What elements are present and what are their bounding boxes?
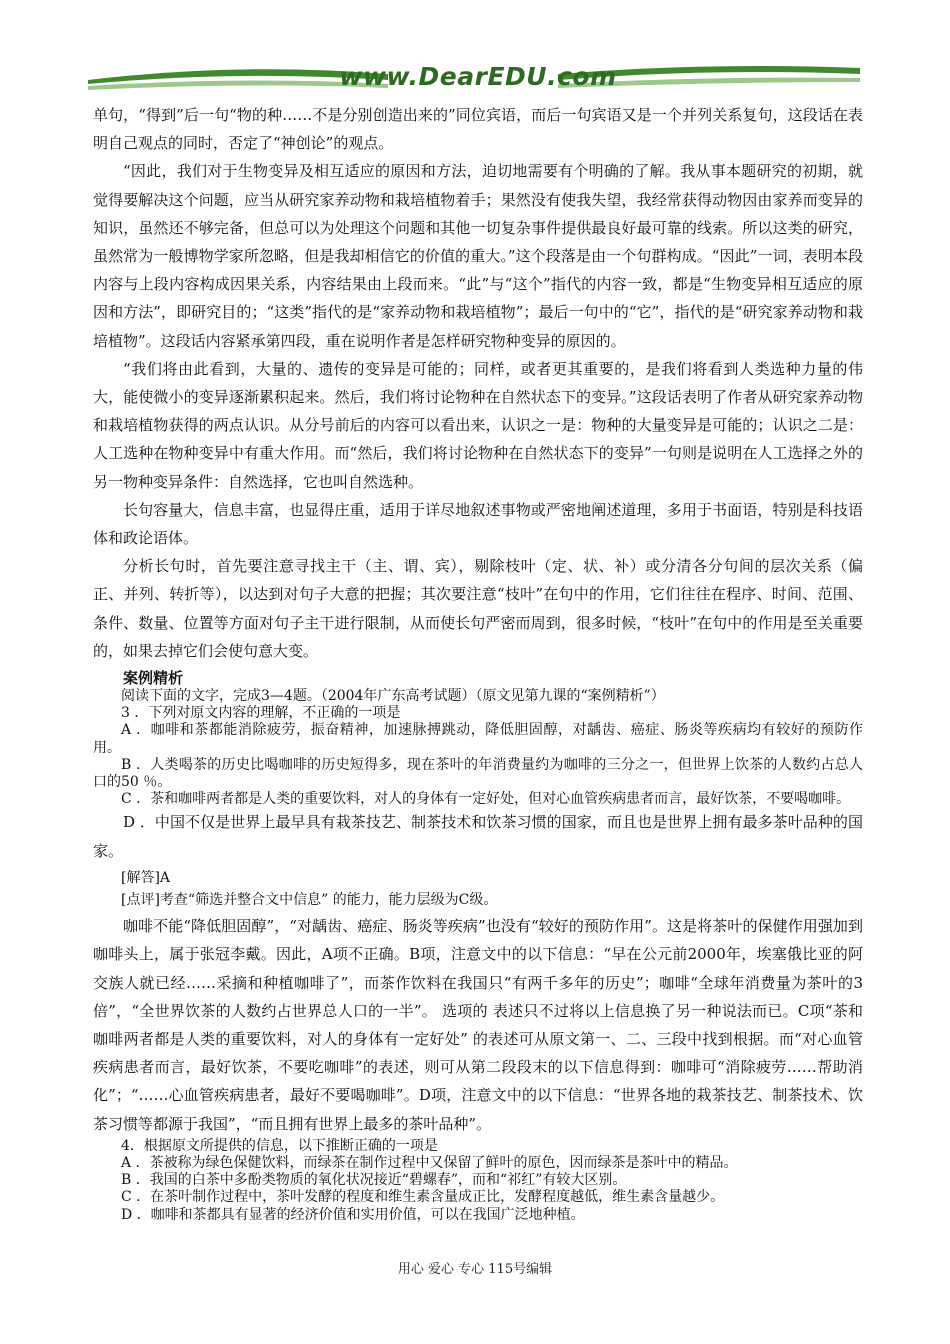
question-option: C ．在茶叶制作过程中，茶叶发酵的程度和维生素含量成正比，发酵程度越低，维生素含量越少。 bbox=[121, 1189, 725, 1206]
case-intro: 阅读下面的文字，完成3—4题。（2004年广东高考试题）（原文见第九课的“案例精析”） bbox=[121, 688, 665, 705]
question-stem: 3 ．下列对原文内容的理解，不正确的一项是 bbox=[121, 705, 401, 722]
body-paragraph: “我们将由此看到，大量的、遗传的变异是可能的；同样，或者更其重要的，是我们将看到人类选种力量的伟大，能使微小的变异逐渐累积起来。然后，我们将讨论物种在自然状态下的变异。”这段话表明了作者从研究家养动物和栽培植物获得的两点认识。从分号前后的内容可以看出来，认识之一是：物种的大量变异是可能的；认识之二是：人工选种在物种变异中有重大作用。而“然后，我们将讨论物种在自然状态下的变异”一句则是说明在人工选择之外的另一物种变异条件：自然选择，它也叫自然选种。 bbox=[93, 359, 863, 491]
question-option: B ．我国的白茶中多酚类物质的氧化状况接近“碧螺春”，而和“祁红”有较大区别。 bbox=[121, 1172, 627, 1189]
section-heading: 案例精析 bbox=[123, 669, 184, 688]
question-option: A ．茶被称为绿色保健饮料，而绿茶在制作过程中又保留了鲜叶的原色，因而绿茶是茶叶中的精品。 bbox=[121, 1154, 738, 1171]
question-stem: 4．根据原文所提供的信息，以下推断正确的一项是 bbox=[121, 1137, 438, 1154]
page-footer: 用心 爱心 专心 115号编辑 bbox=[397, 1262, 553, 1277]
analysis-paragraph: 咖啡不能“降低胆固醇”，“对龋齿、癌症、肠炎等疾病”也没有“较好的预防作用”。这是将茶叶的保健作用强加到咖啡头上，属于张冠李戴。因此，A项不正确。B项，注意文中的以下信息：“早在公元前2000年，埃塞俄比亚的阿交族人就已经……采摘和种植咖啡了”，而茶作饮料在我国只“有两千多年的历史”；咖啡“全球年消费量为茶叶的3倍”，“全世界饮茶的人数约占世界总人口的一半”。 选项的 表述只不过将以上信息换了另一种说法而已。C项“茶和咖啡两者都是人类的重要饮料，对人的身体有一定好处” 的表述可从原文第一、二、三段中找到根据。而“对心血管疾病患者而言，最好饮茶，不要吃咖啡”的表述，则可从第二段段末的以下信息得到：咖啡可“消除疲劳……帮助消化”；“……心血管疾病患者，最好不要喝咖啡”。D项，注意文中的以下信息：“世界各地的栽茶技艺、制茶技术、饮茶习惯等都源于我国”，“而且拥有世界上最多的茶叶品种”。 bbox=[93, 917, 863, 1133]
body-paragraph: 单句，“得到”后一句“物的种……不是分别创造出来的”同位宾语，而后一句宾语又是一个并列关系复句，这段话在表明自己观点的同时，否定了“神创论”的观点。 bbox=[93, 106, 863, 153]
question-option: B ．人类喝茶的历史比喝咖啡的历史短得多，现在茶叶的年消费量约为咖啡的三分之一，但世界上饮茶的人数约占总人口的50 ％。 bbox=[93, 756, 863, 791]
body-paragraph: “因此，我们对于生物变异及相互适应的原因和方法，迫切地需要有个明确的了解。我从事本题研究的初期，就觉得要解决这个问题，应当从研究家养动物和栽培植物着手；果然没有使我失望，我经常获得动物因由家养而变异的知识，虽然还不够完备，但总可以为处理这个问题和其他一切复杂事件提供最良好最可靠的线索。所以这类的研究，虽然常为一般博物学家所忽略，但是我却相信它的价值的重大。”这个段落是由一个句群构成。“因此”一词，表明本段内容与上段内容构成因果关系，内容结果由上段而来。“此”与“这个”指代的内容一致，都是“生物变异相互适应的原因和方法”，即研究目的；“这类”指代的是“家养动物和栽培植物”；最后一句中的“它”，指代的是“研究家养动物和栽培植物”。这段话内容紧承第四段，重在说明作者是怎样研究物种变异的原因的。 bbox=[93, 162, 863, 350]
comment-line: [点评]考查“筛选并整合文中信息” 的能力，能力层级为C级。 bbox=[121, 891, 498, 908]
question-option: D ．中国不仅是世界上最早具有栽茶技艺、制茶技术和饮茶习惯的国家，而且也是世界上拥有最多茶叶品种的国家。 bbox=[93, 813, 863, 860]
document-body bbox=[93, 101, 863, 1224]
question-option: C ．茶和咖啡两者都是人类的重要饮料，对人的身体有一定好处，但对心血管疾病患者而言，最好饮茶，不要喝咖啡。 bbox=[121, 791, 851, 808]
question-option: A ．咖啡和茶都能消除疲劳，振奋精神，加速脉搏跳动，降低胆固醇，对龋齿、癌症、肠炎等疾病均有较好的预防作用。 bbox=[93, 722, 863, 756]
site-header bbox=[88, 58, 860, 98]
question-option: D ．咖啡和茶都具有显著的经济价值和实用价值，可以在我国广泛地种植。 bbox=[121, 1206, 585, 1223]
answer-line: [解答]A bbox=[121, 869, 171, 886]
body-paragraph: 分析长句时，首先要注意寻找主干（主、谓、宾），剔除枝叶（定、状、补）或分清各分句间的层次关系（偏正、并列、转折等），以达到对句子大意的把握；其次要注意“枝叶”在句中的作用，它们往往在程序、时间、范围、条件、数量、位置等方面对句子主干进行限制，从而使长句严密而周到，很多时候，“枝叶”在句中的作用是至关重要的，如果去掉它们会使句意大变。 bbox=[93, 557, 863, 660]
body-paragraph: 长句容量大，信息丰富，也显得庄重，适用于详尽地叙述事物或严密地阐述道理，多用于书面语，特别是科技语体和政论语体。 bbox=[93, 500, 863, 548]
site-logo[interactable]: www.DearEDU.com bbox=[339, 62, 617, 91]
